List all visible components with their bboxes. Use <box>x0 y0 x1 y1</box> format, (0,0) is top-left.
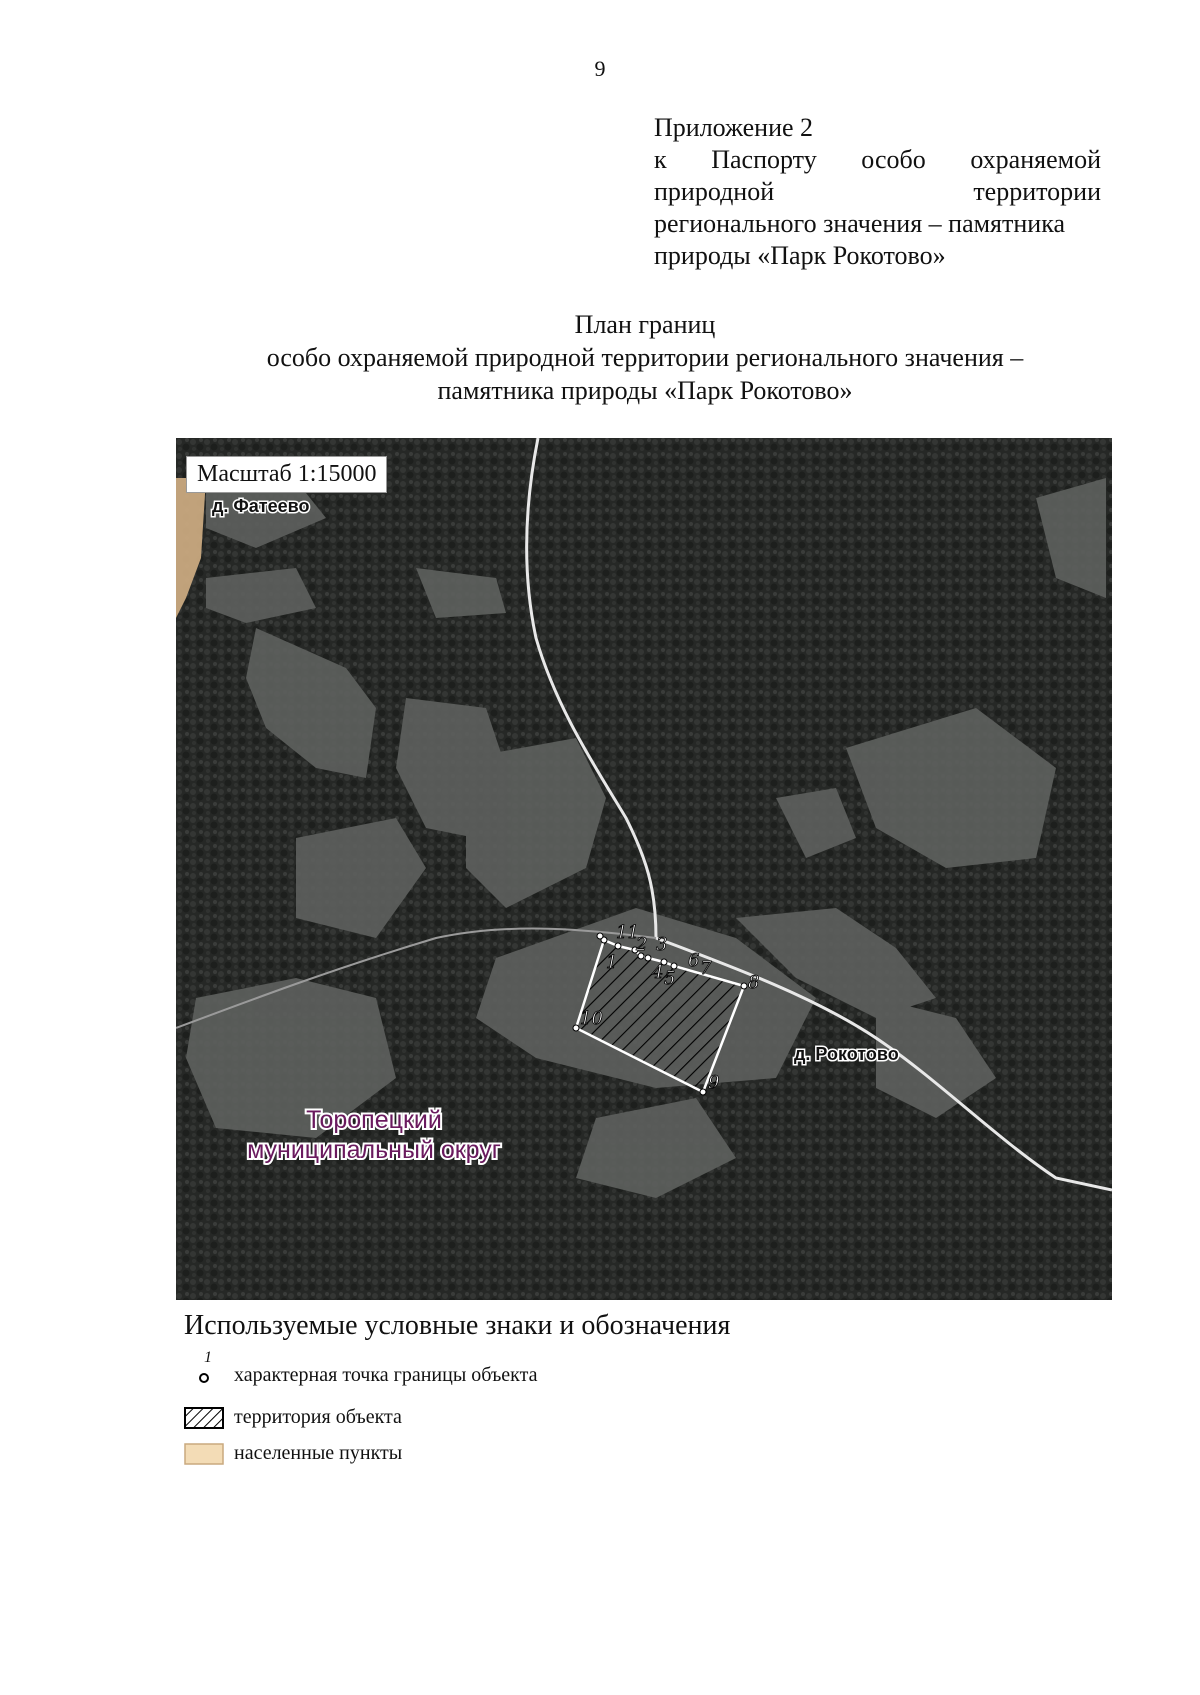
boundary-point-label: 10 <box>580 1008 603 1029</box>
plan-title-line: особо охраняемой природной территории регионального значения – <box>266 343 1024 372</box>
page-number: 9 <box>594 56 606 81</box>
plan-title-line: План границ <box>574 310 716 339</box>
legend-label: населенные пункты <box>234 1442 403 1464</box>
legend-item-settlement <box>184 1442 402 1465</box>
settlement-swatch-icon <box>184 1443 224 1465</box>
village-label-rokotovo: д. Рокотово <box>794 1044 899 1064</box>
boundary-point-label: 3 <box>656 934 668 955</box>
plan-title-line: памятника природы «Парк Рокотово» <box>437 376 853 405</box>
boundary-point-icon-label: 1 <box>204 1348 212 1366</box>
satellite-map <box>176 438 1112 1300</box>
district-label: Торопецкий <box>306 1106 442 1134</box>
hatch-icon <box>184 1407 224 1429</box>
boundary-point-label: 2 <box>636 934 648 955</box>
boundary-point-label: 4 <box>652 962 664 983</box>
appendix-line: природной территории <box>654 177 1101 206</box>
appendix-line: Приложение 2 <box>654 113 814 142</box>
boundary-point-label: 8 <box>748 972 760 993</box>
plan-title <box>200 308 1090 407</box>
boundary-point-label: 1 <box>606 952 618 973</box>
legend-item-point <box>184 1348 538 1387</box>
village-label-fateevo: д. Фатеево <box>212 496 310 516</box>
map-canvas <box>176 438 1112 1300</box>
legend-title: Используемые условные знаки и обозначения <box>184 1310 731 1341</box>
district-label: муниципальный округ <box>247 1136 501 1164</box>
legend-label: характерная точка границы объекта <box>234 1364 538 1386</box>
appendix-header <box>654 112 1101 272</box>
appendix-line: природы «Парк Рокотово» <box>654 241 946 270</box>
boundary-point-label: 6 <box>688 950 700 971</box>
boundary-point-label: 9 <box>708 1072 720 1093</box>
appendix-line: к Паспорту особо охраняемой <box>654 145 1101 174</box>
boundary-point-label: 5 <box>664 968 676 989</box>
boundary-point-label: 7 <box>700 958 712 979</box>
boundary-point-icon <box>184 1348 224 1387</box>
legend-item-territory <box>184 1406 402 1429</box>
legend-label: территория объекта <box>234 1406 402 1428</box>
appendix-line: регионального значения – памятника <box>654 209 1065 238</box>
boundary-point-label: 11 <box>616 922 639 943</box>
scale-label: Масштаб 1:15000 <box>186 456 387 493</box>
